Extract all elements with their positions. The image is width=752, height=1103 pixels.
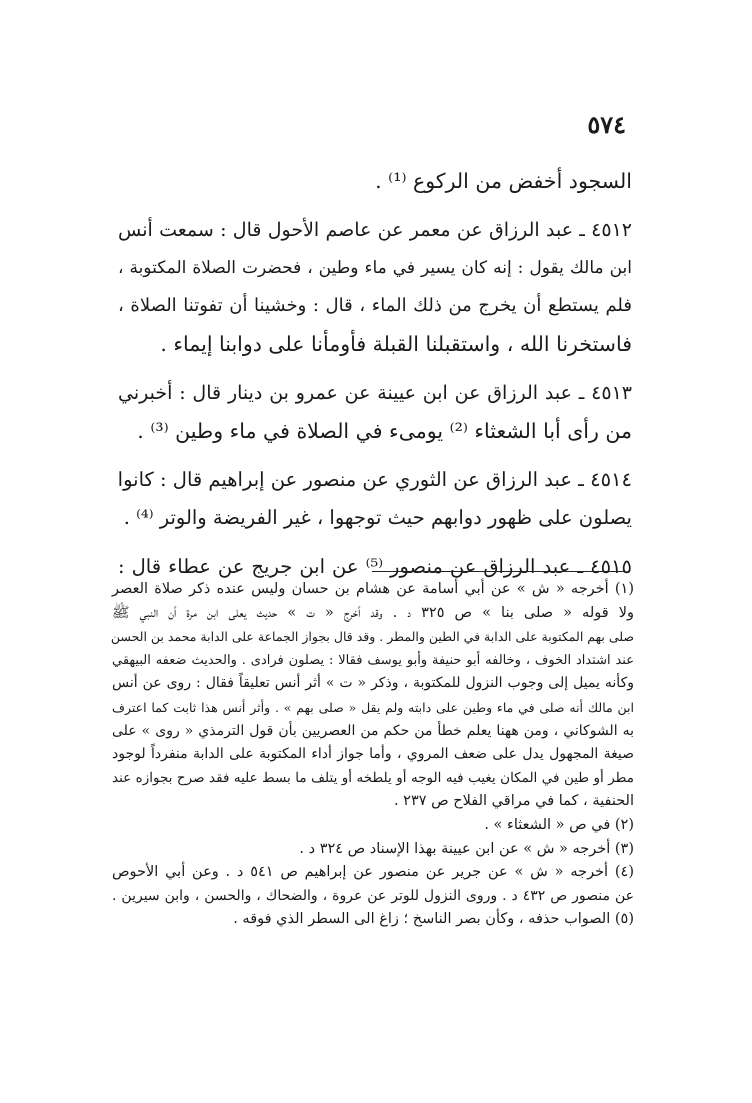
footnote-line: به الشوكاني ، ومن ههنا يعلم خطأ من حكم من العصريين بأن قول الترمذي « روى » على [112,722,634,739]
main-text-line: السجود أخفض من الركوع ⁽¹⁾ . [375,169,632,193]
main-text-line: ٤٥١٢ ـ عبد الرزاق عن معمر عن عاصم الأحول قال : سمعت أنس [118,219,632,241]
main-text-line: ٤٥١٤ ـ عبد الرزاق عن الثوري عن منصور عن إبراهيم قال : كانوا [117,468,632,491]
main-text-line: فاستخرنا الله ، واستقبلنا القبلة فأومأنا على دوابنا إيماء . [160,332,632,356]
footnote-line: (٤) أخرجه « ش » عن جرير عن منصور عن إبراهيم ص ٥٤١ د . وعن أبي الأحوص [112,864,634,881]
footnote-line: ابن مالك أنه صلى في ماء وطين على دابته ولم يقل « صلى بهم » . وأثر أنس هذا ثابت كما اعترف [112,699,634,715]
main-text-line: من رأى أبا الشعثاء ⁽²⁾ يومىء في الصلاة في ماء وطين ⁽³⁾ . [137,419,632,443]
paragraph-gap [118,363,632,374]
footnotes [112,578,634,932]
footnote-line: (١) أخرجه « ش » عن أبي أسامة عن هشام بن حسان وليس عنده ذكر صلاة العصر [112,581,634,597]
main-text-line: فلم يستطع أن يخرج من ذلك الماء ، قال : وخشينا أن تفوتنا الصلاة ، [118,295,632,316]
page-number: ٥٧٤ [587,110,626,139]
paragraph-gap [118,537,632,548]
paragraph-gap [118,450,632,461]
footnote-line: الحنفية ، كما في مراقي الفلاح ص ٢٣٧ . [393,793,634,810]
footnote-line: مطر أو طين في المكان يغيب فيه الوجه أو يلطخه أو يتلف ما بسط عليه فقد صرح بجوازه عند [112,769,634,786]
main-text-line: ٤٥١٥ ـ عبد الرزاق عن منصور ⁽⁵⁾ عن ابن جريج عن عطاء قال : [118,555,632,578]
footnote-line: ولا قوله « صلى بنا » ص ٣٢٥ د . وقد أخرج « ت » حديث يعلى ابن مرة أن النبي ﷺ [112,604,634,621]
main-text-line: يصلون على ظهور دوابهم حيث توجهوا ، غير الفريضة والوتر ⁽⁴⁾ . [123,506,632,529]
main-text [118,162,632,586]
footnote-line: صلى بهم المكتوبة على الدابة في الطين والمطر . وقد قال بجواز الجماعة على الدابة محمد بن الحسن [110,629,634,645]
footnote-line: (٣) أخرجه « ش » عن ابن عيينة بهذا الإسناد ص ٣٢٤ د . [299,840,634,857]
main-text-line: ابن مالك يقول : إنه كان يسير في ماء وطين ، فحضرت الصلاة المكتوبة ، [118,258,632,278]
footnote-line: عن منصور ص ٤٣٢ د . وروى النزول للوتر عن عروة ، والضحاك ، والحسن ، وابن سيرين . [112,887,634,904]
footnote-divider [372,571,624,572]
main-text-line: ٤٥١٣ ـ عبد الرزاق عن ابن عيينة عن عمرو بن دينار قال : أخبرني [118,382,632,404]
footnote-line: (٥) الصواب حذفه ، وكأن بصر الناسخ ؛ زاغ الى السطر الذي فوقه . [233,911,634,928]
footnote-line: (٢) في ص « الشعثاء » . [484,816,634,833]
paragraph-gap [118,200,632,211]
footnote-line: عند اشتداد الخوف ، وخالفه أبو حنيفة وأبو يوسف فقالا : يصلون فرادى . والحديث ضعفه البيهقي [112,652,634,668]
footnote-line: وكأنه يميل إلى وجوب النزول للمكتوبة ، وذكر « ت » أثر أنس تعليقاً فقال : روى عن أنس [112,675,634,692]
footnote-line: صيغة المجهول يدل على ضعف المروي ، وأما جواز أداء المكتوبة على الدابة منفرداً لوجود [112,746,634,763]
